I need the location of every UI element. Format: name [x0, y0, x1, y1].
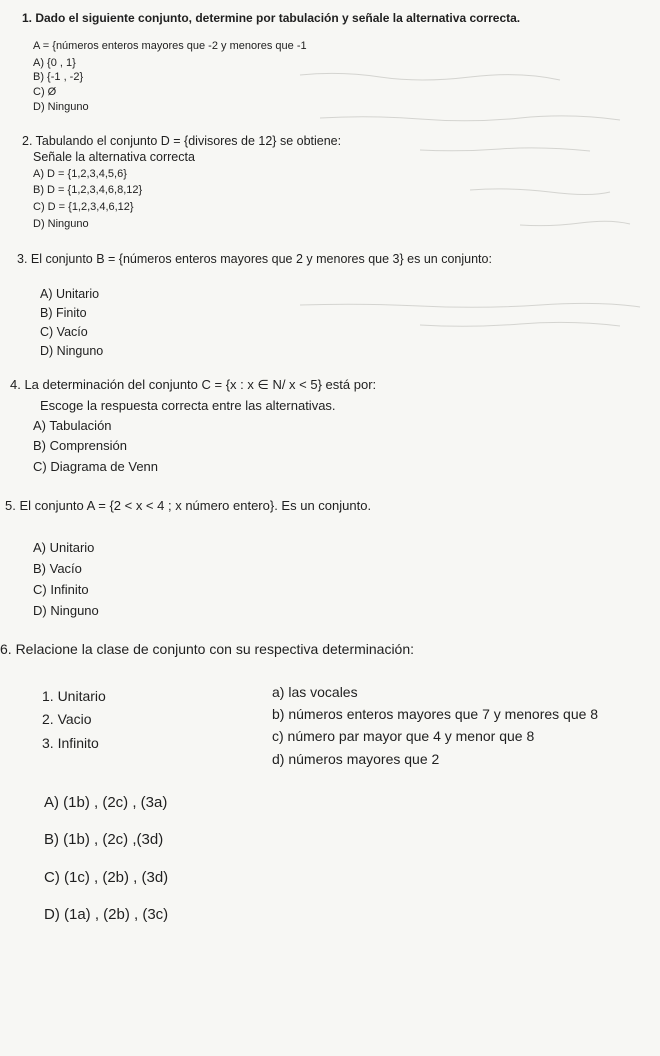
question-2-title: 2. Tabulando el conjunto D = {divisores de 12} se obtiene: [22, 134, 342, 148]
question-6-right-a: a) las vocales [272, 684, 358, 700]
question-4-title: 4. La determinación del conjunto C = {x : x ∈ N/ x < 5} está por: [10, 377, 377, 392]
question-4-option-a: A) Tabulación [33, 418, 112, 433]
question-1-option-d: D) Ninguno [33, 101, 89, 113]
question-5-option-a: A) Unitario [33, 540, 95, 555]
question-6-left-1: 1. Unitario [42, 688, 106, 704]
question-3-option-b: B) Finito [40, 306, 87, 320]
question-6-left-3: 3. Infinito [42, 735, 99, 751]
question-4-option-b: B) Comprensión [33, 438, 127, 453]
question-3-option-a: A) Unitario [40, 287, 100, 301]
question-4-option-c: C) Diagrama de Venn [33, 459, 159, 474]
question-1-title: 1. Dado el siguiente conjunto, determine por tabulación y señale la alternativa correcta. [22, 11, 521, 25]
question-1-option-b: B) {-1 , -2} [33, 71, 84, 83]
question-3-option-c: C) Vacío [40, 325, 88, 339]
question-6-right-c: c) número par mayor que 4 y menor que 8 [272, 728, 535, 744]
question-3-option-d: D) Ninguno [40, 344, 104, 358]
question-6-option-d: D) (1a) , (2b) , (3c) [44, 906, 169, 923]
question-6-left-2: 2. Vacio [42, 711, 92, 727]
question-5-option-c: C) Infinito [33, 582, 89, 597]
question-2-option-c: C) D = {1,2,3,4,6,12} [33, 201, 134, 213]
question-6-option-c: C) (1c) , (2b) , (3d) [44, 869, 169, 886]
question-4-subtitle: Escoge la respuesta correcta entre las alternativas. [40, 398, 336, 413]
question-5-option-b: B) Vacío [33, 561, 82, 576]
question-6-right-b: b) números enteros mayores que 7 y menores que 8 [272, 706, 599, 722]
question-2-subtitle: Señale la alternativa correcta [33, 150, 195, 164]
question-3-title: 3. El conjunto B = {números enteros mayores que 2 y menores que 3} es un conjunto: [17, 252, 492, 266]
question-1-option-a: A) {0 , 1} [33, 57, 76, 69]
question-6-option-a: A) (1b) , (2c) , (3a) [44, 794, 168, 811]
question-6-option-b: B) (1b) , (2c) ,(3d) [44, 831, 164, 848]
question-5-title: 5. El conjunto A = {2 < x < 4 ; x número entero}. Es un conjunto. [5, 498, 372, 513]
question-1-option-c: C) Ø [33, 86, 57, 98]
question-6-right-d: d) números mayores que 2 [272, 751, 440, 767]
question-1-set: A = {números enteros mayores que -2 y menores que -1 [33, 40, 307, 52]
question-5-option-d: D) Ninguno [33, 603, 99, 618]
question-2-option-d: D) Ninguno [33, 218, 89, 230]
question-6-title: 6. Relacione la clase de conjunto con su respectiva determinación: [0, 641, 415, 657]
question-2-option-b: B) D = {1,2,3,4,6,8,12} [33, 184, 143, 196]
question-2-option-a: A) D = {1,2,3,4,5,6} [33, 168, 127, 180]
